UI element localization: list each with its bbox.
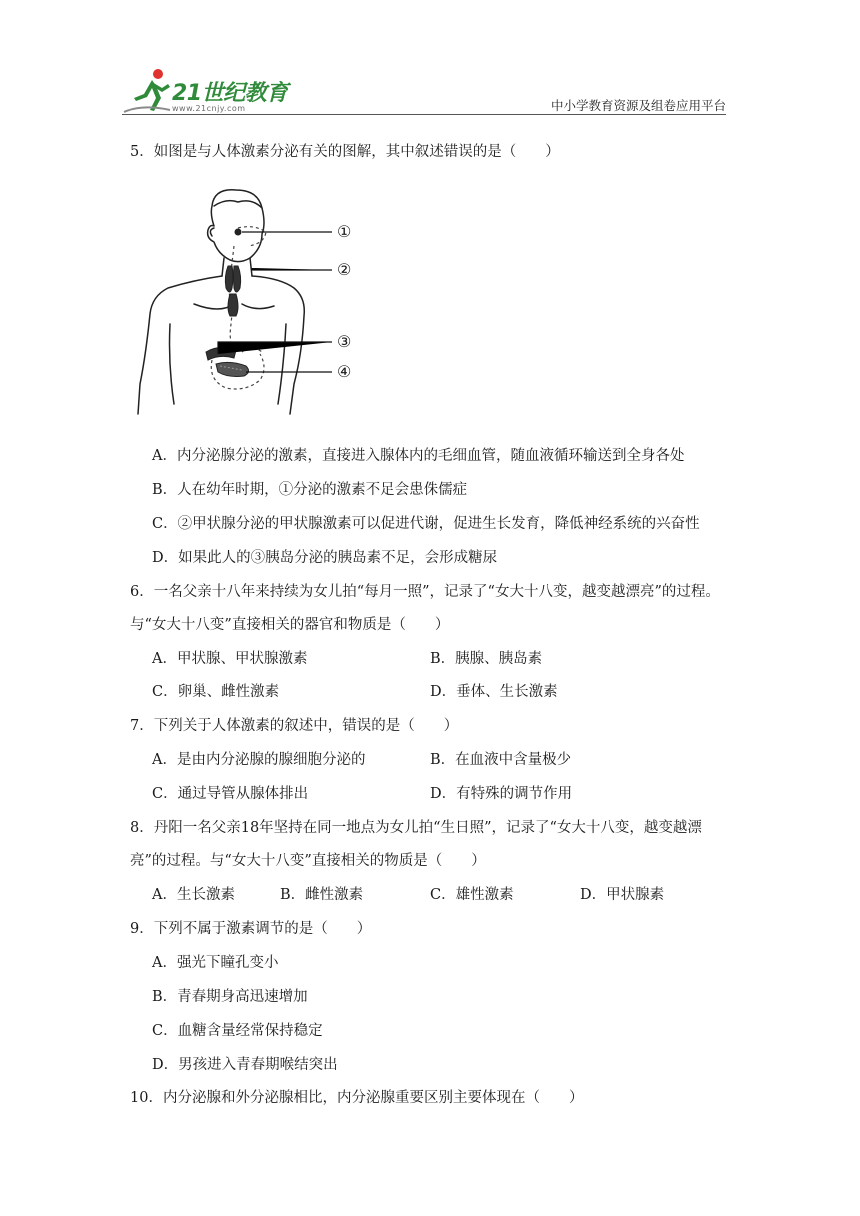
label-1: ① [337,222,352,241]
q6-option-b: B．胰腺、胰岛素 [430,651,543,667]
q9-option-b: B．青春期身高迅速增加 [152,989,308,1005]
question-8-stem-line1: 8．丹阳一名父亲18年坚持在同一地点为女儿拍“生日照”，记录了“女大十八变，越变越漂 [130,820,702,836]
human-body-illustration [134,184,366,416]
q9-option-d: D．男孩进入青春期喉结突出 [152,1057,338,1073]
question-6-stem-line1: 6．一名父亲十八年来持续为女儿拍“每月一照”，记录了“女大十八变，越变越漂亮”的过程。 [130,584,720,600]
question-7-stem: 7．下列关于人体激素的叙述中，错误的是（ ） [130,718,459,734]
label-2: ② [337,260,352,279]
endocrine-diagram [134,184,366,416]
runner-logo-icon [122,68,174,116]
q7-option-d: D．有特殊的调节作用 [430,786,573,802]
question-5-stem: 5．如图是与人体激素分泌有关的图解，其中叙述错误的是（ ） [130,144,560,160]
q9-option-a: A．强光下瞳孔变小 [152,955,279,971]
q8-option-d: D．甲状腺素 [580,887,665,903]
q7-option-c: C．通过导管从腺体排出 [152,786,309,802]
label-4: ④ [337,362,352,381]
q7-option-a: A．是由内分泌腺的腺细胞分泌的 [152,752,366,768]
question-8-stem-line2: 亮”的过程。与“女大十八变”直接相关的物质是（ ） [130,853,486,869]
q7-option-b: B．在血液中含量极少 [430,752,572,768]
platform-name: 中小学教育资源及组卷应用平台 [550,98,726,113]
q6-option-d: D．垂体、生长激素 [430,684,558,700]
logo-url: www.21cnjy.com [172,104,246,113]
logo-text: 21世纪教育 [172,81,288,106]
q8-option-c: C．雄性激素 [430,887,514,903]
q8-option-b: B．雌性激素 [280,887,364,903]
question-6-stem-line2: 与“女大十八变”直接相关的器官和物质是（ ） [130,617,450,633]
header-divider [122,114,726,115]
q6-option-c: C．卵巢、雌性激素 [152,684,280,700]
label-3: ③ [337,332,352,351]
q9-option-c: C．血糖含量经常保持稳定 [152,1023,323,1039]
q5-option-d: D．如果此人的③胰岛分泌的胰岛素不足，会形成糖尿 [152,550,498,566]
q5-option-a: A．内分泌腺分泌的激素，直接进入腺体内的毛细血管，随血液循环输送到全身各处 [152,448,685,464]
question-10-stem: 10．内分泌腺和外分泌腺相比，内分泌腺重要区别主要体现在（ ） [130,1090,584,1106]
q5-option-c: C．②甲状腺分泌的甲状腺激素可以促进代谢，促进生长发育，降低神经系统的兴奋性 [152,516,700,532]
q8-option-a: A．生长激素 [152,887,235,903]
page-header [122,66,726,120]
logo [122,66,292,116]
q5-option-b: B．人在幼年时期，①分泌的激素不足会患侏儒症 [152,482,468,498]
question-9-stem: 9．下列不属于激素调节的是（ ） [130,921,372,937]
q6-option-a: A．甲状腺、甲状腺激素 [152,651,308,667]
